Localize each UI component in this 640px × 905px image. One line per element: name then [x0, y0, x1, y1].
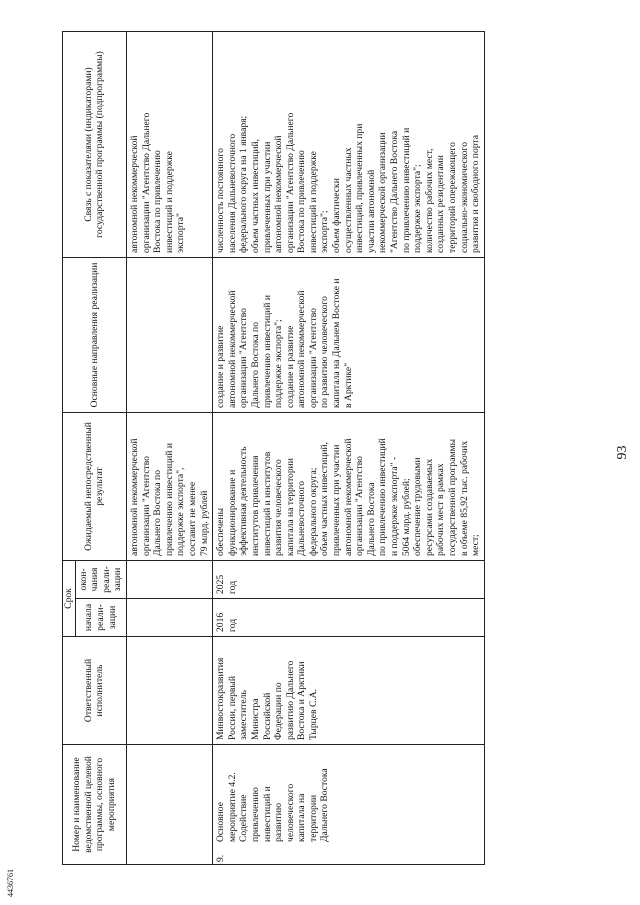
cont-empty-5: [126, 258, 212, 413]
row9-end: 2025 год: [213, 561, 485, 599]
row9-directions: создание и развитие автономной некоммерческой организации "Агентство Дальнего Востока по привлечению инвестиций и поддержке экспорта"; создание и развитие автономной некоммерческой организации "Агентство по развитию человеческого капитала на Дальнем Востоке и в Арктике": [213, 258, 485, 413]
row9-result: обеспечены функционирование и эффективная деятельность институтов привлечения инвестиций и институтов развития человеческого капитала на территории Дальневосточного федерального округа; объем частных инвестиций, привлеченных при участии автономной некоммерческой организации "Агентство Дальнего Востока по привлечению инвестиций и поддержке экспорта" - 5064 млрд. рублей; обеспечение трудовыми ресурсами создаваемых рабочих мест в рамках государственной программы в объеме 85,92 тыс. рабочих мест;: [213, 413, 485, 561]
cont-result: автономной некоммерческой организации "Агентство Дальнего Востока по привлечению инвестиций и поддержке экспорта", составит не менее 79 млрд. рублей: [126, 413, 212, 561]
header-term-start: начала реали-зации: [75, 599, 126, 637]
table-row: [213, 32, 485, 865]
header-term-end: окон-чания реали-зации: [75, 561, 126, 599]
cont-empty-4: [126, 561, 212, 599]
cont-empty-1: [126, 745, 212, 865]
header-executor: Ответственный исполнитель: [63, 637, 127, 745]
row9-name-cell: [213, 745, 485, 865]
program-table: [62, 31, 485, 865]
header-row: [63, 32, 76, 865]
document-code: 4436761: [6, 869, 15, 897]
header-term: Срок: [63, 561, 76, 637]
cont-indicators: автономной некоммерческой организации "Агентство Дальнего Востока по привлечению инвестиций и поддержке экспорта": [126, 32, 212, 258]
row9-executor: Минвостокразвития России, первый заместитель Министра Российской Федерации по развитию Дальнего Востока и Арктики Тырцев С.А.: [213, 637, 485, 745]
cont-empty-2: [126, 637, 212, 745]
row9-indicators: численность постоянного населения Дальневосточного федерального округа на 1 января; объем частных инвестиций, привлеченных при участии автономной некоммерческой организации "Агентство Дальнего Востока по привлечению инвестиций и поддержке экспорта"; объем фактически осуществленных частных инвестиций, привлеченных при участии автономной некоммерческой организации "Агентство Дальнего Востока по привлечению инвестиций и поддержке экспорта"; количество рабочих мест, созданных резидентами территорий опережающего социально-экономического развития и свободного порта: [213, 32, 485, 258]
header-program-name: Номер и наименование ведомственной целевой программы, основного мероприятия: [63, 745, 127, 865]
header-directions: Основные направления реализации: [63, 258, 127, 413]
row9-name: Основное мероприятие 4.2. Содействие привлечению инвестиций и развитию человеческого капитала на территории Дальнего Востока: [215, 768, 331, 842]
row9-start: 2016 год: [213, 599, 485, 637]
header-indicators: Связь с показателями (индикаторами) государственной программы (подпрограммы): [63, 32, 127, 258]
page-number: 93: [615, 445, 630, 460]
continuation-row: [126, 32, 212, 865]
header-result: Ожидаемый непосредственный результат: [63, 413, 127, 561]
cont-empty-3: [126, 599, 212, 637]
row9-number: 9.: [215, 854, 227, 862]
